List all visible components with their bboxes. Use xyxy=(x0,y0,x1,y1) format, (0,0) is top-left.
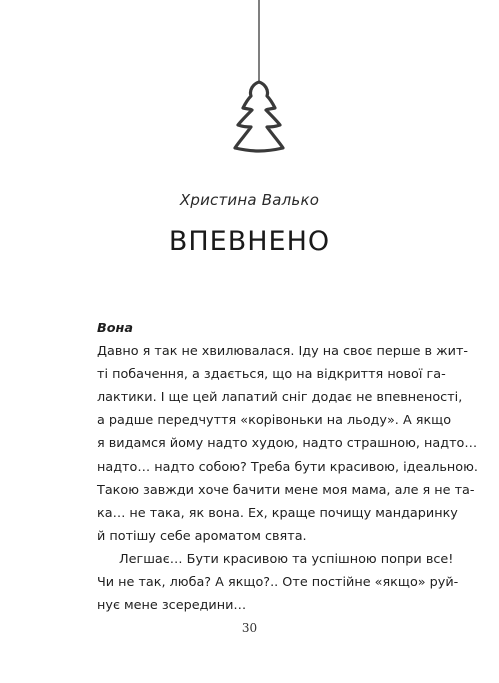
text-line: ка… не така, як вона. Ех, краще почищу мандаринку xyxy=(97,505,458,521)
text-line: ті побачення, а здається, що на відкриття нової га- xyxy=(97,367,446,383)
story-body xyxy=(97,317,478,617)
text-line: лактики. І ще цей лапатий сніг додає не впевненості, xyxy=(97,390,463,406)
christmas-tree-ornament-icon xyxy=(0,0,499,180)
text-line: й потішу себе ароматом свята. xyxy=(97,528,307,544)
text-line: я видамся йому надто худою, надто страшною, надто… xyxy=(97,436,478,452)
text-line: Чи не так, люба? А якщо?.. Оте постійне «якщо» руй- xyxy=(97,575,459,591)
speaker-label: Вона xyxy=(97,321,134,336)
text-line: Такою завжди хоче бачити мене моя мама, але я не та- xyxy=(97,482,475,498)
text-line: нує мене зсередини… xyxy=(97,598,247,614)
author-name: Христина Валько xyxy=(179,191,320,209)
text-line: надто… надто собою? Треба бути красивою, ідеальною. xyxy=(97,459,478,475)
text-line: Легшає… Бути красивою та успішною попри все! xyxy=(119,551,454,567)
text-line: а радше передчуття «корівоньки на льоду». А якщо xyxy=(97,413,452,429)
story-title: ВПЕВНЕНО xyxy=(168,226,331,257)
page-number: 30 xyxy=(241,621,258,635)
text-line: Давно я так не хвилювалася. Іду на своє перше в жит- xyxy=(97,344,469,360)
